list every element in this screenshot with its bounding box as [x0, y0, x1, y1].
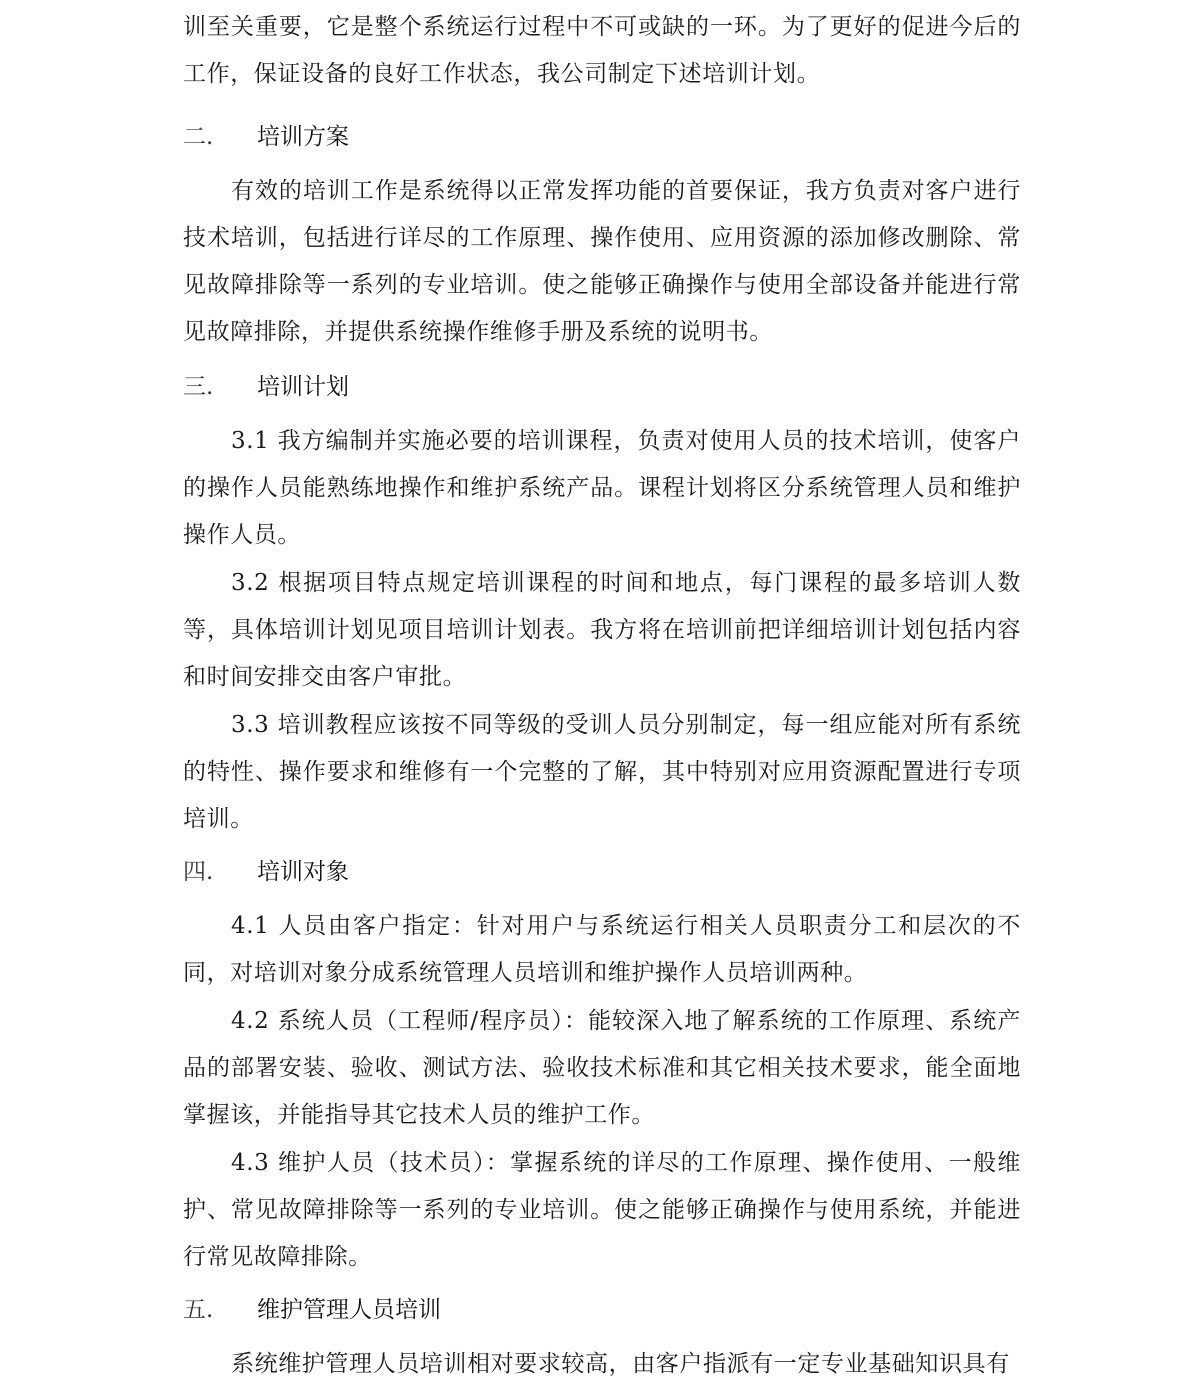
paragraph-3-2: 3.2 根据项目特点规定培训课程的时间和地点，每门课程的最多培训人数等，具体培训计划见项目培训计划表。我方将在培训前把详细培训计划包括内容和时间安排交由客户审批。	[183, 570, 1021, 690]
section-title: 培训方案	[257, 124, 349, 150]
section-heading-3	[183, 367, 349, 407]
section-heading-5	[183, 1290, 441, 1330]
paragraph-4-2: 4.2 系统人员（工程师/程序员）：能较深入地了解系统的工作原理、系统产品的部署安装、验收、测试方法、验收技术标准和其它相关技术要求，能全面地掌握该，并能指导其它技术人员的维护工作。	[183, 1008, 1021, 1128]
paragraph-4-3: 4.3 维护人员（技术员）：掌握系统的详尽的工作原理、操作使用、一般维护、常见故障排除等一系列的专业培训。使之能够正确操作与使用系统，并能进行常见故障排除。	[183, 1150, 1021, 1270]
section-number: 三.	[183, 374, 214, 400]
intro-paragraph: 训至关重要，它是整个系统运行过程中不可或缺的一环。为了更好的促进今后的工作，保证设备的良好工作状态，我公司制定下述培训计划。	[183, 14, 1021, 87]
section-number: 二.	[183, 124, 214, 150]
section-heading-4	[183, 852, 349, 892]
paragraph-3-3: 3.3 培训教程应该按不同等级的受训人员分别制定，每一组应能对所有系统的特性、操作要求和维修有一个完整的了解，其中特别对应用资源配置进行专项培训。	[183, 712, 1021, 832]
section-title: 维护管理人员培训	[257, 1297, 441, 1323]
section-number: 四.	[183, 859, 214, 885]
paragraph-3-1: 3.1 我方编制并实施必要的培训课程，负责对使用人员的技术培训，使客户的操作人员能熟练地操作和维护系统产品。课程计划将区分系统管理人员和维护操作人员。	[183, 428, 1021, 548]
section-heading-2	[183, 117, 349, 157]
paragraph-4-1: 4.1 人员由客户指定：针对用户与系统运行相关人员职责分工和层次的不同，对培训对象分成系统管理人员培训和维护操作人员培训两种。	[183, 913, 1021, 986]
section-title: 培训计划	[257, 374, 349, 400]
section-title: 培训对象	[257, 859, 349, 885]
section-number: 五.	[183, 1297, 214, 1323]
paragraph-maintenance-training: 系统维护管理人员培训相对要求较高，由客户指派有一定专业基础知识具有	[231, 1351, 1010, 1377]
paragraph-training-scheme: 有效的培训工作是系统得以正常发挥功能的首要保证，我方负责对客户进行技术培训，包括进行详尽的工作原理、操作使用、应用资源的添加修改删除、常见故障排除等一系列的专业培训。使之能够正确操作与使用全部设备并能进行常见故障排除，并提供系统操作维修手册及系统的说明书。	[183, 178, 1021, 345]
